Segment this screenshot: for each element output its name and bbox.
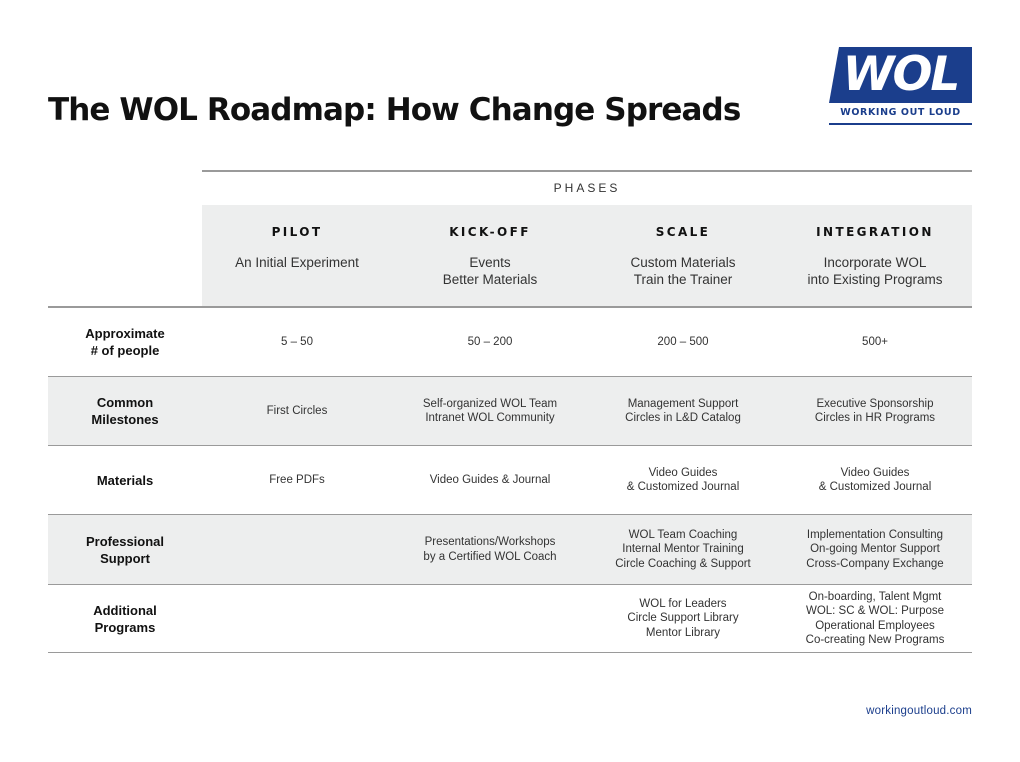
table-cell: Executive Sponsorship Circles in HR Programs <box>814 397 936 424</box>
table-cell: First Circles <box>266 404 328 417</box>
phase-name: PILOT <box>271 225 323 239</box>
phase-integration <box>778 225 972 288</box>
table-cell: Implementation Consulting On-going Mentor Support Cross-Company Exchange <box>806 528 944 570</box>
table-cell <box>393 585 587 652</box>
table-cell <box>200 515 394 584</box>
table-cell: Video Guides & Journal <box>429 473 551 486</box>
table-cell: On-boarding, Talent Mgmt WOL: SC & WOL: Purpose Operational Employees Co-creating New Programs <box>805 590 945 646</box>
phase-scale <box>586 225 780 288</box>
phases-top-rule <box>202 170 972 172</box>
row-label-additional-programs: Additional Programs <box>93 602 157 635</box>
table-cell: WOL Team Coaching Internal Mentor Training Circle Coaching & Support <box>615 528 751 570</box>
phase-description: Events Better Materials <box>442 255 538 287</box>
row-rule <box>48 652 972 653</box>
phase-description: Custom Materials Train the Trainer <box>630 255 736 287</box>
footer-website-link[interactable]: workingoutloud.com <box>866 705 972 717</box>
phase-description: Incorporate WOL into Existing Programs <box>807 255 943 287</box>
table-cell: WOL for Leaders Circle Support Library Mentor Library <box>627 597 739 639</box>
phase-kick-off <box>393 225 587 288</box>
row-label-materials: Materials <box>96 472 154 488</box>
row-label-professional-support: Professional Support <box>85 533 165 566</box>
table-cell: Free PDFs <box>269 473 325 486</box>
table-cell: Management Support Circles in L&D Catalog <box>625 397 741 424</box>
logo-subtitle: WORKING OUT LOUD <box>840 107 961 118</box>
logo-underline <box>829 123 972 125</box>
row-label-milestones: Common Milestones <box>91 395 159 427</box>
wol-logo <box>829 47 972 127</box>
phase-description: An Initial Experiment <box>235 255 359 270</box>
table-cell: Self-organized WOL Team Intranet WOL Community <box>422 397 558 424</box>
phase-pilot <box>200 225 394 271</box>
logo-wordmark: WOL <box>842 47 959 102</box>
table-cell <box>200 585 394 652</box>
phase-name: SCALE <box>655 225 711 239</box>
phases-header: PHASES <box>553 181 621 195</box>
table-cell: 200 – 500 <box>657 335 709 348</box>
table-cell: Presentations/Workshops by a Certified WOL Coach <box>423 536 557 563</box>
table-cell: Video Guides & Customized Journal <box>626 466 740 493</box>
phase-name: INTEGRATION <box>816 225 934 239</box>
table-cell: 500+ <box>862 335 888 348</box>
table-cell: 5 – 50 <box>281 335 313 348</box>
page-title: The WOL Roadmap: How Change Spreads <box>48 92 741 128</box>
table-cell: Video Guides & Customized Journal <box>818 466 932 493</box>
table-cell: 50 – 200 <box>467 335 513 348</box>
phase-name: KICK-OFF <box>449 225 531 239</box>
row-label-people: Approximate # of people <box>85 326 165 358</box>
